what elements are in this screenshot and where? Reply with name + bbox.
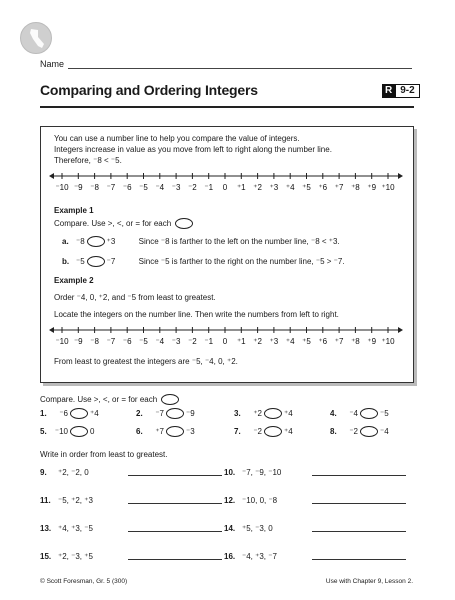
lesson-badge bbox=[382, 84, 420, 98]
problem-number: 1. bbox=[40, 409, 47, 418]
number-line-2-tick-label: ⁻6 bbox=[122, 337, 132, 346]
number-line-1-tick-label: ⁻2 bbox=[188, 183, 197, 192]
number-line-2-tick-label: ⁺9 bbox=[367, 337, 377, 346]
name-label: Name bbox=[40, 59, 65, 69]
compare-oval-icon bbox=[161, 394, 179, 405]
problem-number: 8. bbox=[330, 427, 337, 436]
footer-left: © Scott Foresman, Gr. 5 (300) bbox=[40, 578, 128, 585]
compare-problem bbox=[136, 408, 195, 419]
order-problem bbox=[224, 496, 406, 505]
problem-number: 12. bbox=[224, 496, 236, 505]
number-line-1-tick-label: ⁻7 bbox=[106, 183, 116, 192]
compare-instruction bbox=[40, 394, 181, 405]
answer-oval-icon bbox=[175, 218, 193, 229]
number-line-2-tick-label: ⁺2 bbox=[253, 337, 262, 346]
example2-answer: From least to greatest the integers are ⁻5, ⁻4, 0, ⁺2. bbox=[54, 357, 238, 366]
number-line-1-tick-label: ⁻8 bbox=[90, 183, 99, 192]
problem-number: 7. bbox=[234, 427, 241, 436]
answer-oval-input[interactable] bbox=[70, 426, 88, 437]
problem-number: 14. bbox=[224, 524, 236, 533]
problem-number: 11. bbox=[40, 496, 51, 505]
example2-heading: Example 2 bbox=[54, 276, 94, 285]
problem-left-value: ⁻10 bbox=[54, 427, 68, 436]
number-line-2-tick-label: ⁻10 bbox=[55, 337, 69, 346]
compare-problem bbox=[40, 426, 94, 437]
problem-numbers: ⁻7, ⁻9, ⁻10 bbox=[242, 468, 282, 477]
answer-oval-input[interactable] bbox=[264, 426, 282, 437]
problem-right-value: ⁻5 bbox=[380, 409, 389, 418]
number-line-2-tick-label: ⁻1 bbox=[204, 337, 214, 346]
example1-a-left: ⁻8 bbox=[76, 237, 85, 246]
number-line-2-tick-label: ⁺6 bbox=[318, 337, 328, 346]
intro-line-2: Integers increase in value as you move from left to right along the number line. bbox=[54, 145, 332, 154]
number-line-2-tick-label: ⁺4 bbox=[285, 337, 295, 346]
problem-number: 10. bbox=[224, 468, 236, 477]
problem-left-value: ⁺2 bbox=[253, 409, 262, 418]
example1-a-right: ⁺3 bbox=[106, 237, 116, 246]
example1-a bbox=[62, 236, 340, 247]
number-line-1-tick-label: ⁺1 bbox=[236, 183, 246, 192]
example1-a-label: a. bbox=[62, 237, 69, 246]
order-problem bbox=[224, 524, 406, 533]
problem-numbers: ⁻5, ⁺2, ⁺3 bbox=[58, 496, 93, 505]
title-rule bbox=[40, 106, 414, 108]
example1-b bbox=[62, 256, 345, 267]
number-line-1-tick-label: ⁺2 bbox=[253, 183, 262, 192]
problem-number: 13. bbox=[40, 524, 52, 533]
problem-number: 2. bbox=[136, 409, 143, 418]
example1-a-oval-icon bbox=[87, 236, 105, 247]
problem-right-value: ⁺4 bbox=[284, 409, 293, 418]
number-line-1-tick-label: ⁻9 bbox=[73, 183, 83, 192]
number-line-2-right-arrow-icon bbox=[398, 327, 403, 333]
number-line-2 bbox=[48, 322, 404, 350]
compare-problem bbox=[234, 426, 293, 437]
order-instruction: Write in order from least to greatest. bbox=[40, 450, 168, 459]
problem-number: 15. bbox=[40, 552, 52, 561]
answer-line-input[interactable] bbox=[128, 475, 222, 476]
number-line-2-tick-label: ⁺10 bbox=[381, 337, 395, 346]
answer-line-input[interactable] bbox=[312, 503, 406, 504]
problem-right-value: ⁻9 bbox=[186, 409, 195, 418]
problem-left-value: ⁺7 bbox=[155, 427, 164, 436]
problem-numbers: ⁻4, ⁺3, ⁻7 bbox=[242, 552, 277, 561]
problem-left-value: ⁻4 bbox=[349, 409, 358, 418]
answer-line-input[interactable] bbox=[128, 531, 222, 532]
compare-problem bbox=[40, 408, 99, 419]
number-line-1-tick-label: ⁺10 bbox=[381, 183, 395, 192]
order-problem bbox=[40, 524, 222, 533]
answer-line-input[interactable] bbox=[128, 503, 222, 504]
compare-problem bbox=[330, 426, 389, 437]
number-line-2-tick-label: ⁺8 bbox=[351, 337, 360, 346]
number-line-1-tick-label: ⁻1 bbox=[204, 183, 214, 192]
problem-numbers: ⁻10, 0, ⁻8 bbox=[242, 496, 278, 505]
name-field[interactable] bbox=[68, 68, 412, 69]
number-line-2-tick-label: ⁺7 bbox=[334, 337, 344, 346]
problem-number: 6. bbox=[136, 427, 143, 436]
example1-b-right: ⁻7 bbox=[106, 257, 116, 266]
problem-numbers: ⁺4, ⁺3, ⁻5 bbox=[58, 524, 93, 533]
number-line-2-tick-label: 0 bbox=[222, 337, 228, 346]
number-line-1 bbox=[48, 168, 404, 196]
order-problem bbox=[224, 552, 406, 561]
problem-left-value: ⁻2 bbox=[349, 427, 358, 436]
number-line-2-tick-label: ⁻4 bbox=[155, 337, 165, 346]
footer-right: Use with Chapter 9, Lesson 2. bbox=[325, 578, 413, 585]
answer-oval-input[interactable] bbox=[360, 426, 378, 437]
number-line-1-tick-label: ⁺7 bbox=[334, 183, 344, 192]
answer-line-input[interactable] bbox=[312, 559, 406, 560]
number-line-2-tick-label: ⁻5 bbox=[139, 337, 148, 346]
example2-locate: Locate the integers on the number line. Then write the numbers from left to right. bbox=[54, 310, 339, 319]
example1-instruction-text: Compare. Use >, <, or = for each bbox=[54, 219, 172, 228]
answer-line-input[interactable] bbox=[312, 475, 406, 476]
number-line-1-right-arrow-icon bbox=[398, 173, 403, 179]
answer-oval-input[interactable] bbox=[166, 426, 184, 437]
number-line-1-tick-label: ⁺5 bbox=[302, 183, 311, 192]
problem-left-value: ⁻7 bbox=[155, 409, 164, 418]
number-line-2-tick-label: ⁺3 bbox=[269, 337, 279, 346]
number-line-2-left-arrow-icon bbox=[49, 327, 54, 333]
example1-instruction bbox=[54, 218, 195, 229]
number-line-1-left-arrow-icon bbox=[49, 173, 54, 179]
problem-right-value: ⁺4 bbox=[90, 409, 99, 418]
number-line-1-tick-label: ⁻6 bbox=[122, 183, 132, 192]
number-line-2-tick-label: ⁺5 bbox=[302, 337, 311, 346]
number-line-1-tick-label: ⁻10 bbox=[55, 183, 69, 192]
example1-a-explanation: Since ⁻8 is farther to the left on the number line, ⁻8 < ⁺3. bbox=[138, 237, 340, 246]
problem-number: 5. bbox=[40, 427, 47, 436]
number-line-2-tick-label: ⁻2 bbox=[188, 337, 197, 346]
number-line-1-tick-label: ⁺8 bbox=[351, 183, 360, 192]
number-line-2-tick-label: ⁺1 bbox=[236, 337, 246, 346]
problem-number: 4. bbox=[330, 409, 337, 418]
number-line-1-tick-label: 0 bbox=[222, 183, 228, 192]
answer-line-input[interactable] bbox=[312, 531, 406, 532]
order-problem bbox=[40, 468, 222, 477]
number-line-1-tick-label: ⁻4 bbox=[155, 183, 165, 192]
compare-instruction-text: Compare. Use >, <, or = for each bbox=[40, 395, 158, 404]
answer-oval-input[interactable] bbox=[360, 408, 378, 419]
intro-line-3: Therefore, ⁻8 < ⁻5. bbox=[54, 156, 122, 165]
number-line-2-tick-label: ⁻7 bbox=[106, 337, 116, 346]
example1-b-explanation: Since ⁻5 is farther to the right on the number line, ⁻5 > ⁻7. bbox=[138, 257, 345, 266]
problem-left-value: ⁻2 bbox=[253, 427, 262, 436]
number-line-2-tick-label: ⁻8 bbox=[90, 337, 99, 346]
example1-b-label: b. bbox=[62, 257, 70, 266]
compare-problem bbox=[330, 408, 389, 419]
number-line-1-tick-label: ⁺4 bbox=[285, 183, 295, 192]
problem-number: 3. bbox=[234, 409, 241, 418]
problem-numbers: ⁺2, ⁻2, 0 bbox=[58, 468, 89, 477]
badge-letter: R bbox=[382, 84, 395, 98]
number-line-1-tick-label: ⁺3 bbox=[269, 183, 279, 192]
problem-number: 9. bbox=[40, 468, 47, 477]
answer-oval-input[interactable] bbox=[70, 408, 88, 419]
page-title: Comparing and Ordering Integers bbox=[40, 82, 258, 98]
problem-right-value: 0 bbox=[90, 427, 95, 436]
example1-heading: Example 1 bbox=[54, 206, 94, 215]
order-problem bbox=[40, 496, 222, 505]
number-line-1-tick-label: ⁺9 bbox=[367, 183, 377, 192]
order-problem bbox=[224, 468, 406, 477]
problem-number: 16. bbox=[224, 552, 236, 561]
problem-right-value: ⁺4 bbox=[284, 427, 293, 436]
number-line-1-tick-label: ⁺6 bbox=[318, 183, 328, 192]
problem-right-value: ⁻3 bbox=[186, 427, 195, 436]
example2-instruction: Order ⁻4, 0, ⁺2, and ⁻5 from least to greatest. bbox=[54, 293, 216, 302]
example1-b-left: ⁻5 bbox=[76, 257, 85, 266]
intro-line-1: You can use a number line to help you compare the value of integers. bbox=[54, 134, 300, 143]
problem-right-value: ⁻4 bbox=[380, 427, 389, 436]
problem-numbers: ⁺5, ⁻3, 0 bbox=[242, 524, 273, 533]
answer-oval-input[interactable] bbox=[166, 408, 184, 419]
california-logo-icon bbox=[20, 22, 52, 54]
example1-b-oval-icon bbox=[87, 256, 105, 267]
number-line-1-tick-label: ⁻5 bbox=[139, 183, 148, 192]
badge-code: 9-2 bbox=[395, 84, 419, 98]
order-problem bbox=[40, 552, 222, 561]
number-line-1-tick-label: ⁻3 bbox=[171, 183, 181, 192]
compare-problem bbox=[136, 426, 195, 437]
number-line-2-tick-label: ⁻3 bbox=[171, 337, 181, 346]
problem-left-value: ⁻6 bbox=[59, 409, 68, 418]
problem-numbers: ⁺2, ⁻3, ⁺5 bbox=[58, 552, 93, 561]
number-line-2-tick-label: ⁻9 bbox=[73, 337, 83, 346]
compare-problem bbox=[234, 408, 293, 419]
answer-line-input[interactable] bbox=[128, 559, 222, 560]
answer-oval-input[interactable] bbox=[264, 408, 282, 419]
